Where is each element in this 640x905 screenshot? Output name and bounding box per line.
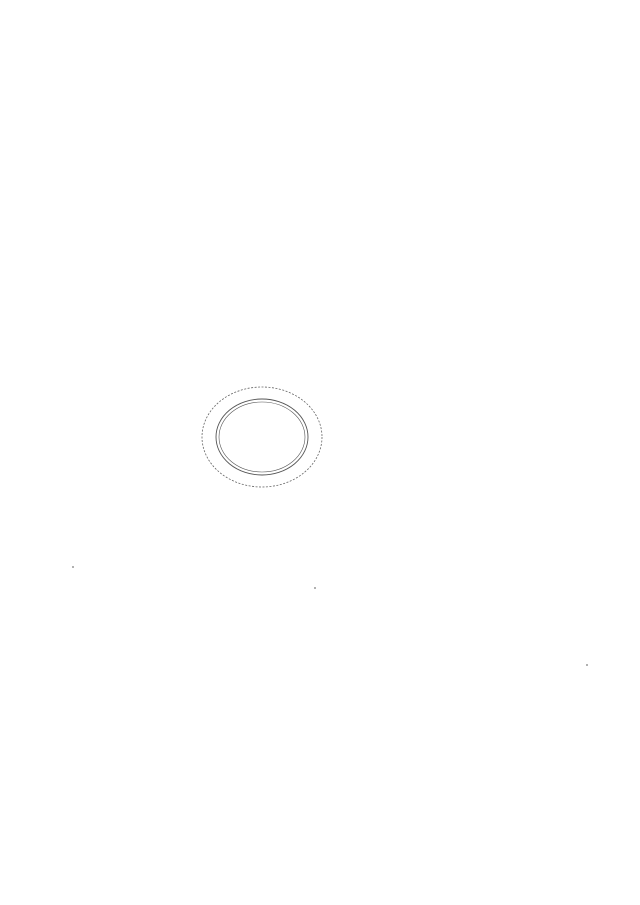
scan-speck <box>314 587 316 589</box>
scan-speck <box>586 664 588 666</box>
official-stamp <box>198 382 326 488</box>
scan-speck <box>72 566 74 568</box>
